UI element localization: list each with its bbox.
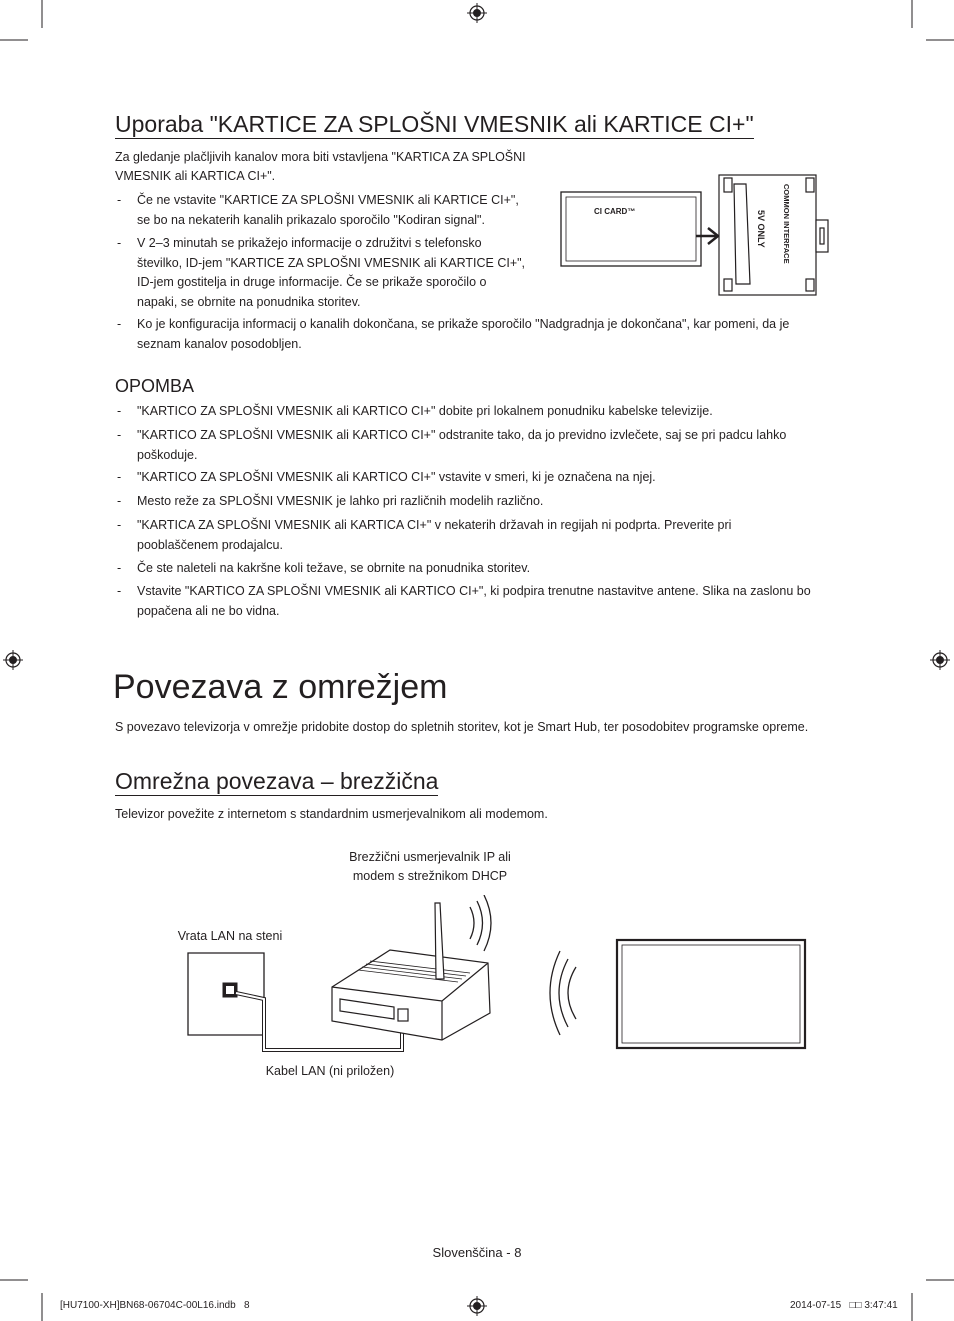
list-item-line: Vstavite "KARTICO ZA SPLOŠNI VMESNIK ali KARTICO CI+", ki podpira trenutne nastavitve antene. Slika na zaslonu bo: [137, 584, 811, 598]
list-item: [117, 582, 837, 622]
bullet-dash: -: [117, 236, 122, 250]
registration-mark-bottom: [467, 1296, 487, 1316]
router-wifi-signal-icon: [470, 895, 491, 951]
bullet-dash: -: [117, 193, 122, 207]
section-title-network: Povezava z omrežjem: [113, 668, 448, 706]
list-item-line: "KARTICO ZA SPLOŠNI VMESNIK ali KARTICO CI+" vstavite v smeri, ki je označena na njej.: [137, 470, 656, 484]
list-item: [117, 559, 837, 579]
registration-mark-left: [3, 650, 23, 670]
list-item: [117, 468, 837, 488]
slot-label-5v-only: 5V ONLY: [756, 210, 766, 248]
ci-card-illustration: [558, 172, 848, 300]
bullet-dash: -: [117, 470, 122, 484]
section-title-wireless: Omrežna povezava – brezžična: [115, 768, 439, 794]
list-item-line: popačena ali ne bo vidna.: [137, 603, 280, 618]
bullet-dash: -: [117, 518, 122, 532]
network-intro: S povezavo televizorja v omrežje pridobite dostop do spletnih storitev, kot je Smart Hub, ter posodobitev programske opreme.: [115, 720, 809, 734]
list-item-line: V 2–3 minutah se prikažejo informacije o združitvi s telefonsko: [137, 236, 482, 250]
list-item: [117, 234, 547, 314]
list-item-line: Če ne vstavite "KARTICE ZA SPLOŠNI VMESNIK ali KARTICE CI+",: [137, 193, 519, 207]
slot-label-common-interface: COMMON INTERFACE: [782, 184, 791, 264]
list-item-line: "KARTICO ZA SPLOŠNI VMESNIK ali KARTICO CI+" dobite pri lokalnem ponudniku kabelske televizije.: [137, 404, 713, 418]
list-item-line: poškoduje.: [137, 447, 198, 462]
list-item: [117, 516, 837, 556]
lan-cable-label: Kabel LAN (ni priložen): [265, 1064, 395, 1078]
note-title: OPOMBA: [115, 376, 195, 396]
list-item: [117, 402, 837, 422]
print-timestamp: 2014-07-15 □□ 3:47:41: [790, 1300, 898, 1311]
list-item-line: seznam kanalov posodobljen.: [137, 336, 302, 351]
list-item-line: številko, ID-jem "KARTICE ZA SPLOŠNI VMESNIK ali KARTICE CI+",: [137, 255, 526, 270]
ci-card: [561, 192, 701, 266]
list-item: [117, 426, 837, 466]
bullet-dash: -: [117, 494, 122, 508]
list-item-line: pooblaščenem prodajalcu.: [137, 537, 283, 552]
registration-mark-top: [467, 3, 487, 23]
bullet-dash: -: [117, 428, 122, 442]
router-label-line: modem s strežnikom DHCP: [352, 869, 508, 883]
router-icon: [332, 903, 490, 1040]
bullet-dash: -: [117, 404, 122, 418]
section-title-ci-card: Uporaba "KARTICE ZA SPLOŠNI VMESNIK ali KARTICE CI+": [115, 111, 754, 137]
list-item-line: se bo na nekaterih kanalih prikazalo sporočilo "Kodiran signal".: [137, 212, 485, 227]
list-item-line: "KARTICO ZA SPLOŠNI VMESNIK ali KARTICO CI+" odstranite tako, da jo previdno izvlečete, saj se pri padcu lahko: [137, 428, 787, 442]
ci-slot: [719, 175, 828, 295]
router-label: [320, 848, 540, 886]
list-item-line: Mesto reže za SPLOŠNI VMESNIK je lahko pri različnih modelih različno.: [137, 494, 544, 508]
list-item-line: "KARTICA ZA SPLOŠNI VMESNIK ali KARTICA CI+" v nekaterih državah in regijah ni podprta. Preverite pri: [137, 518, 732, 532]
list-item: [117, 191, 547, 231]
ci-intro-line-2: VMESNIK ali KARTICA CI+".: [115, 169, 276, 183]
wireless-network-diagram: [180, 895, 820, 1055]
list-item-line: Če ste naleteli na kakršne koli težave, se obrnite na ponudnika storitev.: [137, 561, 531, 575]
page-number: Slovenščina - 8: [432, 1245, 522, 1260]
router-label-line: Brezžični usmerjevalnik IP ali: [349, 850, 511, 864]
list-item-line: ID-jem gostitelja in druge informacije. Če se prikaže sporočilo o: [137, 275, 487, 289]
wall-lan-port: [188, 953, 264, 1035]
bullet-dash: -: [117, 561, 122, 575]
file-info: [HU7100-XH]BN68-06704C-00L16.indb 8: [60, 1300, 250, 1311]
tv-wifi-signal-icon: [550, 951, 576, 1035]
list-item: [117, 492, 837, 512]
list-item: [117, 315, 837, 355]
wall-lan-label: Vrata LAN na steni: [177, 929, 283, 943]
registration-mark-right: [930, 650, 950, 670]
tv-icon: [617, 940, 805, 1048]
bullet-dash: -: [117, 317, 122, 331]
ci-card-label: CI CARD™: [594, 207, 636, 216]
wireless-intro: Televizor povežite z internetom s standardnim usmerjevalnikom ali modemom.: [115, 807, 548, 821]
bullet-dash: -: [117, 584, 122, 598]
ci-intro-line-1: Za gledanje plačljivih kanalov mora biti vstavljena "KARTICA ZA SPLOŠNI: [115, 150, 526, 164]
list-item-line: napaki, se obrnite na ponudnika storitev.: [137, 294, 361, 309]
list-item-line: Ko je konfiguracija informacij o kanalih dokončana, se prikaže sporočilo "Nadgradnja je dokončana", kar pomeni, da je: [137, 317, 790, 331]
